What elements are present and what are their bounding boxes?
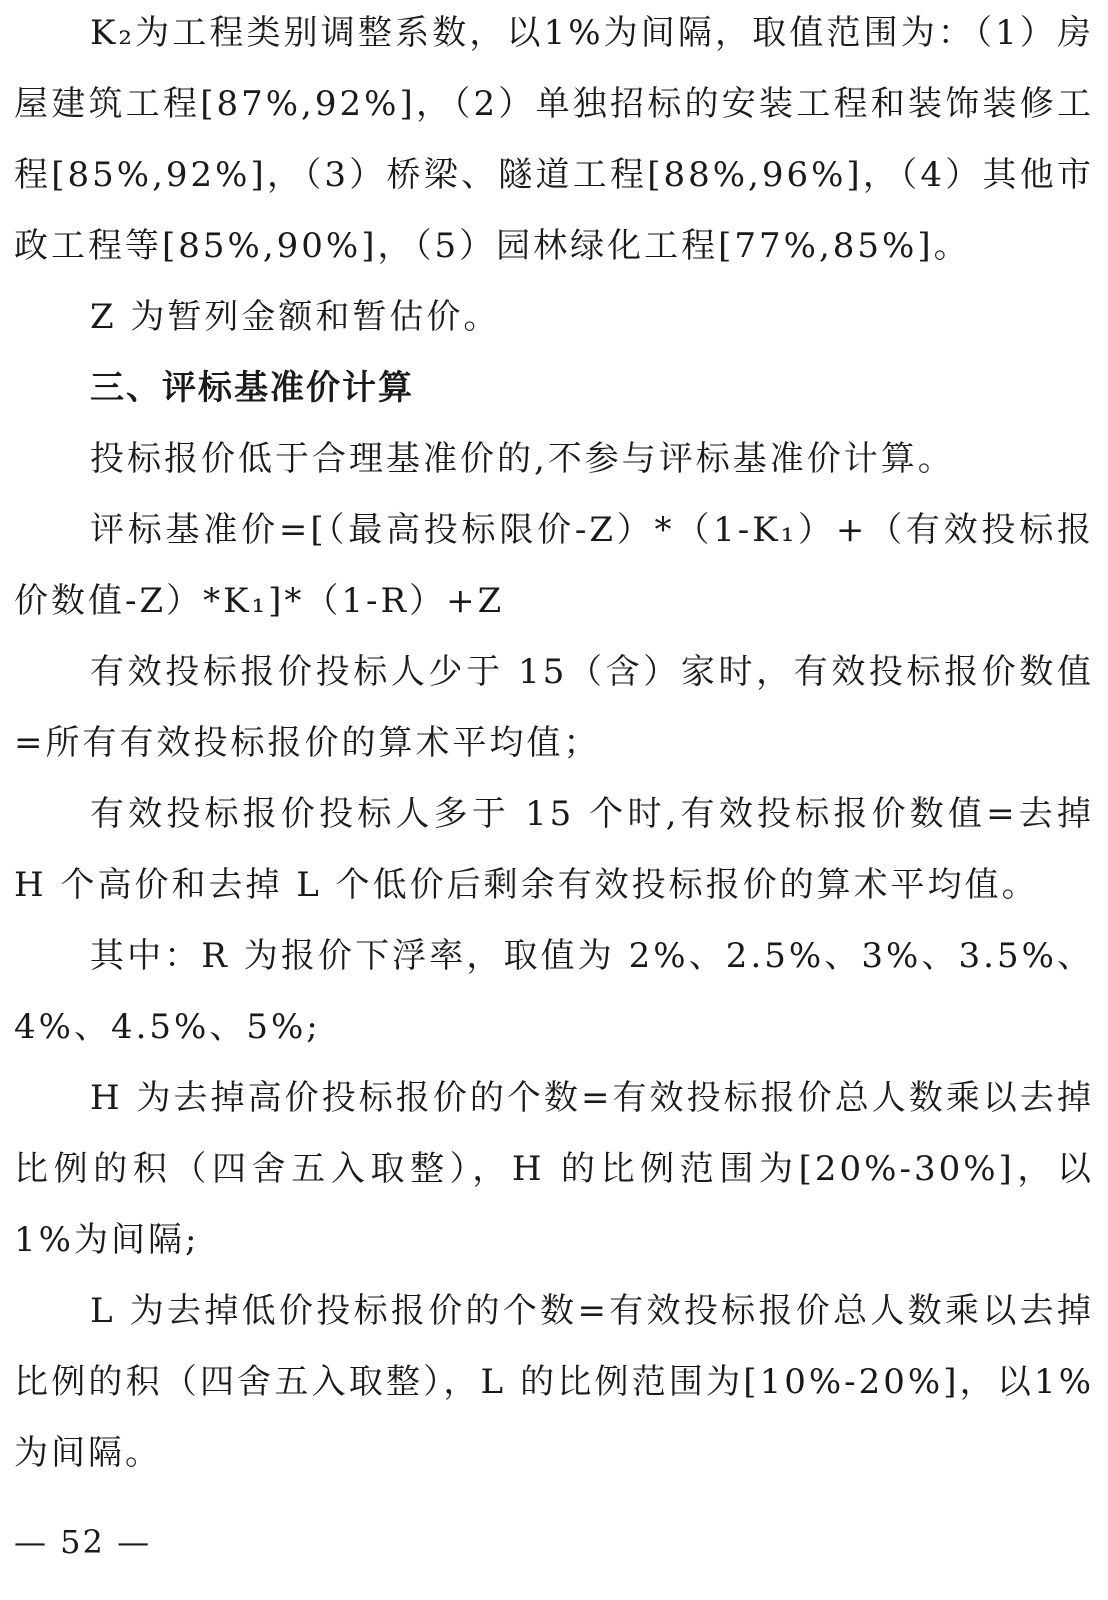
document-page (14, 0, 1094, 1600)
paragraph-l-definition: L 为去掉低价投标报价的个数=有效投标报价总人数乘以去掉比例的积（四舍五入取整），L 的比例范围为[10%-20%]，以1%为间隔。 (14, 1291, 1094, 1473)
paragraph-low-bid-rule: 投标报价低于合理基准价的,不参与评标基准价计算。 (90, 439, 955, 479)
paragraph-z-definition: Z 为暂列金额和暂估价。 (90, 297, 501, 337)
section-heading: 三、评标基准价计算 (90, 368, 414, 408)
paragraph-k2-coefficient: K₂为工程类别调整系数，以1%为间隔，取值范围为：（1）房屋建筑工程[87%,92%]，（2）单独招标的安装工程和装饰装修工程[85%,92%]，（3）桥梁、隧道工程[88%,96%]，（4）其他市政工程等[85%,90%]，（5）园林绿化工程[77%,85%]。 (14, 13, 1094, 266)
paragraph-fewer-than-15: 有效投标报价投标人少于 15（含）家时，有效投标报价数值=所有有效投标报价的算术平均值； (14, 652, 1094, 763)
paragraph-h-definition: H 为去掉高价投标报价的个数=有效投标报价总人数乘以去掉比例的积（四舍五入取整），H 的比例范围为[20%-30%]，以1%为间隔; (14, 1078, 1094, 1260)
paragraph-more-than-15: 有效投标报价投标人多于 15 个时,有效投标报价数值=去掉 H 个高价和去掉 L 个低价后剩余有效投标报价的算术平均值。 (14, 794, 1094, 905)
page-number: — 52 — (14, 1523, 152, 1561)
paragraph-r-definition: 其中：R 为报价下浮率，取值为 2%、2.5%、3%、3.5%、4%、4.5%、5%; (14, 936, 1094, 1047)
paragraph-formula: 评标基准价=[（最高投标限价-Z）*（1-K₁）+（有效投标报价数值-Z）*K₁]*（1-R）+Z (14, 510, 1094, 621)
